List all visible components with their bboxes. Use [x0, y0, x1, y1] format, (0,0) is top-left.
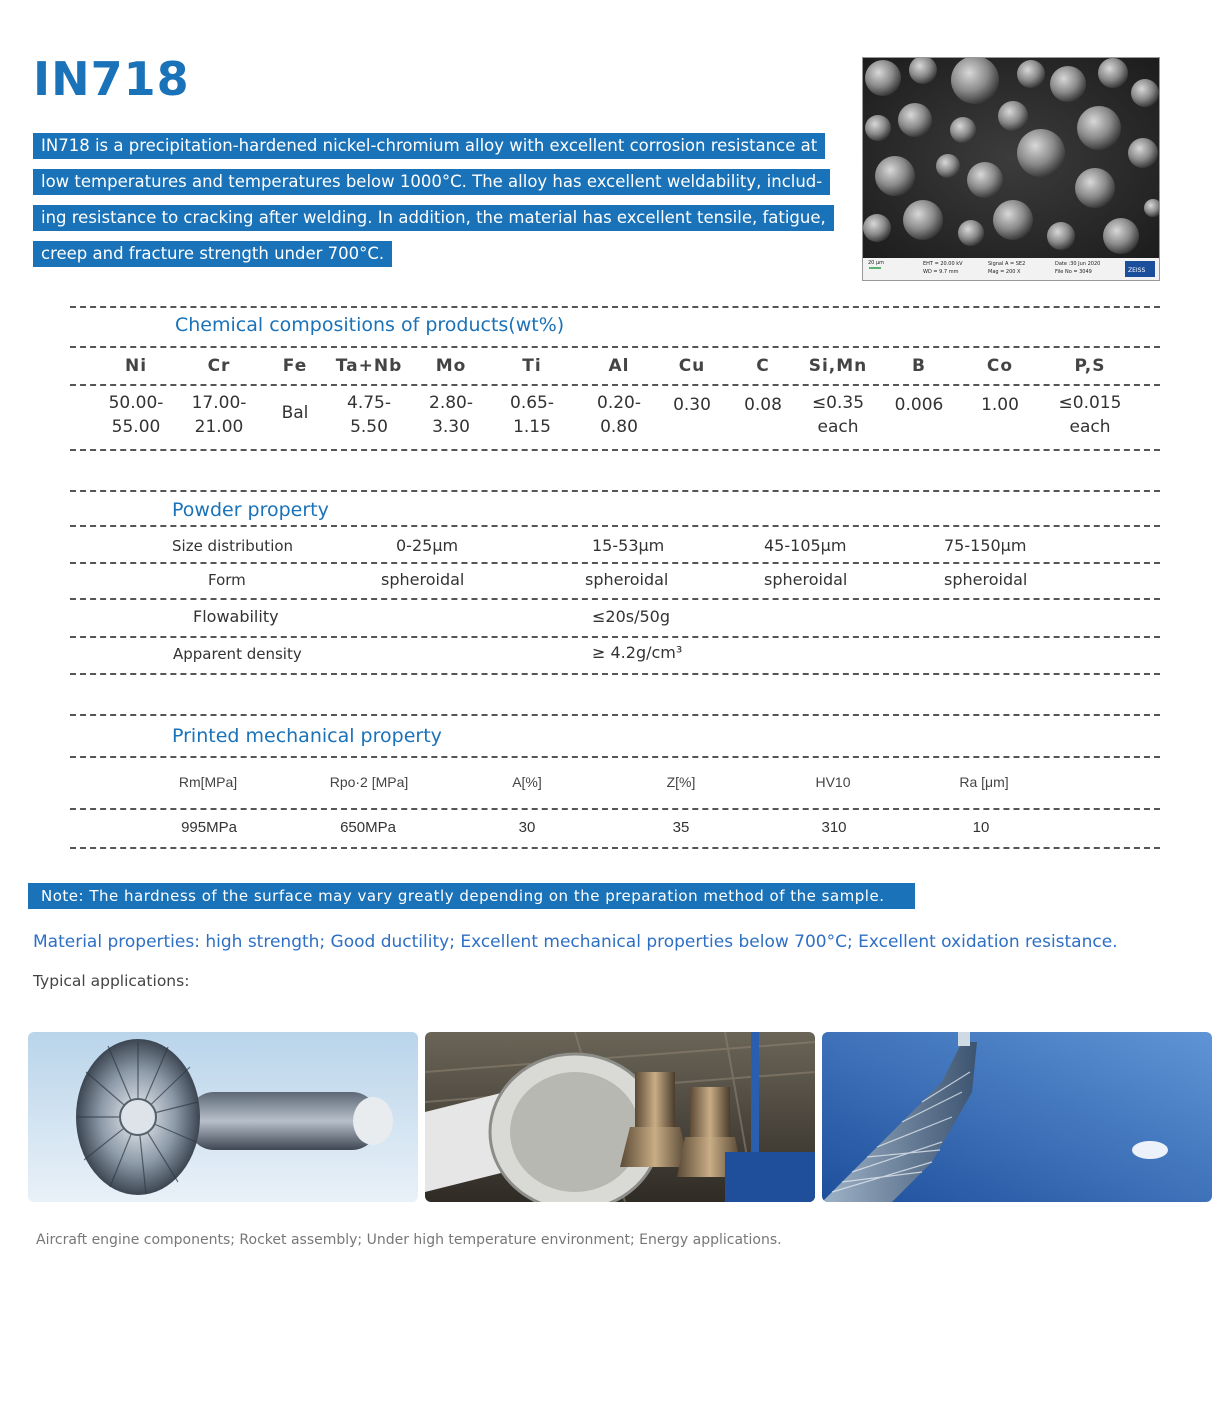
- apparent-density-value: ≥ 4.2g/cm³: [592, 643, 683, 662]
- divider: [70, 525, 1160, 527]
- flowability-value: ≤20s/50g: [592, 607, 671, 626]
- divider: [70, 449, 1160, 451]
- chem-header-cell: Si,Mn: [808, 356, 868, 376]
- divider: [70, 636, 1160, 638]
- chem-value-line: 0.80: [600, 417, 638, 437]
- divider: [70, 598, 1160, 600]
- zeiss-logo: ZEISS: [1128, 267, 1146, 274]
- chem-header-cell: Ni: [124, 356, 148, 376]
- sem-label: EHT = 20.00 kV: [923, 261, 963, 267]
- chem-value-line: 3.30: [432, 417, 470, 437]
- chem-header-cell: B: [912, 356, 926, 376]
- chem-value-cell: [1040, 391, 1140, 439]
- powder-section-title: Powder property: [172, 499, 329, 521]
- material-properties-text: Material properties: high strength; Good ductility; Excellent mechanical properties below 700°C; Excellent oxidation resistance.: [33, 932, 1118, 952]
- chem-header-cell: Ti: [522, 356, 542, 376]
- sem-micrograph-image: [862, 57, 1160, 281]
- mech-value: 995MPa: [181, 819, 237, 836]
- note-banner: Note: The hardness of the surface may vary greatly depending on the preparation method of the sample.: [28, 883, 915, 909]
- sem-label: File No = 3049: [1055, 269, 1092, 275]
- flowability-label: Flowability: [193, 607, 279, 626]
- divider: [70, 756, 1160, 758]
- chem-value-line: 2.80-: [429, 393, 473, 413]
- chem-header-cell: Mo: [435, 356, 467, 376]
- chem-header-cell: C: [756, 356, 770, 376]
- intro-line: low temperatures and temperatures below 1000°C. The alloy has excellent weldability, includ-: [33, 169, 830, 195]
- chem-header-cell: Cr: [207, 356, 231, 376]
- mech-header: Rpo·2 [MPa]: [329, 774, 409, 790]
- intro-paragraph: [33, 133, 841, 277]
- mech-value: 310: [821, 819, 847, 836]
- sem-label: Mag = 200 X: [988, 269, 1021, 275]
- mech-value: 650MPa: [340, 819, 396, 836]
- size-value: 15-53μm: [592, 536, 665, 555]
- tower-image: [822, 1032, 1212, 1202]
- mech-header: Ra [μm]: [959, 774, 1009, 790]
- sem-scale-label: 20 µm: [868, 260, 885, 266]
- divider: [70, 714, 1160, 716]
- chem-value-line: Bal: [281, 403, 309, 423]
- size-value: 45-105μm: [764, 536, 847, 555]
- size-value: 75-150μm: [944, 536, 1027, 555]
- chem-header-cell: Fe: [282, 356, 308, 376]
- chem-header-cell: P,S: [1074, 356, 1106, 376]
- chem-value-line: 0.006: [894, 395, 944, 415]
- chem-value-line: 1.15: [513, 417, 551, 437]
- divider: [70, 808, 1160, 810]
- chem-value-cell: [482, 391, 582, 439]
- chem-value-line: 55.00: [111, 417, 161, 437]
- form-value: spheroidal: [585, 570, 669, 589]
- mech-section-title: Printed mechanical property: [172, 725, 442, 747]
- chem-value-line: 0.08: [744, 395, 782, 415]
- intro-line: IN718 is a precipitation-hardened nickel-chromium alloy with excellent corrosion resistance at: [33, 133, 825, 159]
- chem-header-cell: Al: [608, 356, 630, 376]
- rocket-assembly-image: [425, 1032, 815, 1202]
- mech-header: A[%]: [512, 774, 542, 790]
- sem-label: WD = 9.7 mm: [923, 269, 959, 275]
- divider: [70, 346, 1160, 348]
- mech-header: Z[%]: [666, 774, 696, 790]
- chem-value-cell: [950, 393, 1050, 417]
- chem-value-line: 4.75-: [347, 393, 391, 413]
- mech-value: 10: [972, 819, 990, 836]
- chem-value-line: each: [817, 417, 859, 437]
- divider: [70, 847, 1160, 849]
- apparent-density-label: Apparent density: [173, 645, 302, 663]
- divider: [70, 384, 1160, 386]
- chem-header-cell: Co: [986, 356, 1014, 376]
- chem-header-cell: Ta+Nb: [335, 356, 403, 376]
- form-value: spheroidal: [381, 570, 465, 589]
- divider: [70, 490, 1160, 492]
- form-label: Form: [208, 571, 246, 589]
- page-title: IN718: [33, 52, 190, 106]
- chem-value-line: 50.00-: [108, 393, 164, 413]
- form-value: spheroidal: [944, 570, 1028, 589]
- sem-label: Signal A = SE2: [988, 261, 1026, 267]
- divider: [70, 673, 1160, 675]
- applications-caption: Aircraft engine components; Rocket assembly; Under high temperature environment; Energy applications.: [36, 1232, 782, 1248]
- intro-line: creep and fracture strength under 700°C.: [33, 241, 392, 267]
- chem-value-line: 0.20-: [597, 393, 641, 413]
- chem-header-cell: Cu: [678, 356, 706, 376]
- size-value: 0-25μm: [396, 536, 459, 555]
- size-distribution-label: Size distribution: [172, 537, 294, 555]
- chem-value-line: 17.00-: [191, 393, 247, 413]
- intro-line: ing resistance to cracking after welding. In addition, the material has excellent tensile, fatigue,: [33, 205, 834, 231]
- sem-label: Date :30 Jun 2020: [1055, 261, 1101, 267]
- typical-applications-label: Typical applications:: [33, 972, 190, 990]
- chem-value-line: 21.00: [194, 417, 244, 437]
- chem-value-line: each: [1069, 417, 1111, 437]
- chem-value-line: ≤0.015: [1058, 393, 1122, 413]
- chem-value-line: ≤0.35: [811, 393, 865, 413]
- chem-value-line: 5.50: [350, 417, 388, 437]
- form-value: spheroidal: [764, 570, 848, 589]
- mech-value: 30: [518, 819, 536, 836]
- mech-header: HV10: [815, 774, 851, 790]
- mech-header: Rm[MPa]: [178, 774, 238, 790]
- jet-engine-image: [28, 1032, 418, 1202]
- divider: [70, 306, 1160, 308]
- chem-value-line: 0.65-: [510, 393, 554, 413]
- chem-value-line: 0.30: [673, 395, 711, 415]
- divider: [70, 562, 1160, 564]
- mech-value: 35: [672, 819, 690, 836]
- chem-value-line: 1.00: [981, 395, 1019, 415]
- chem-section-title: Chemical compositions of products(wt%): [175, 314, 565, 336]
